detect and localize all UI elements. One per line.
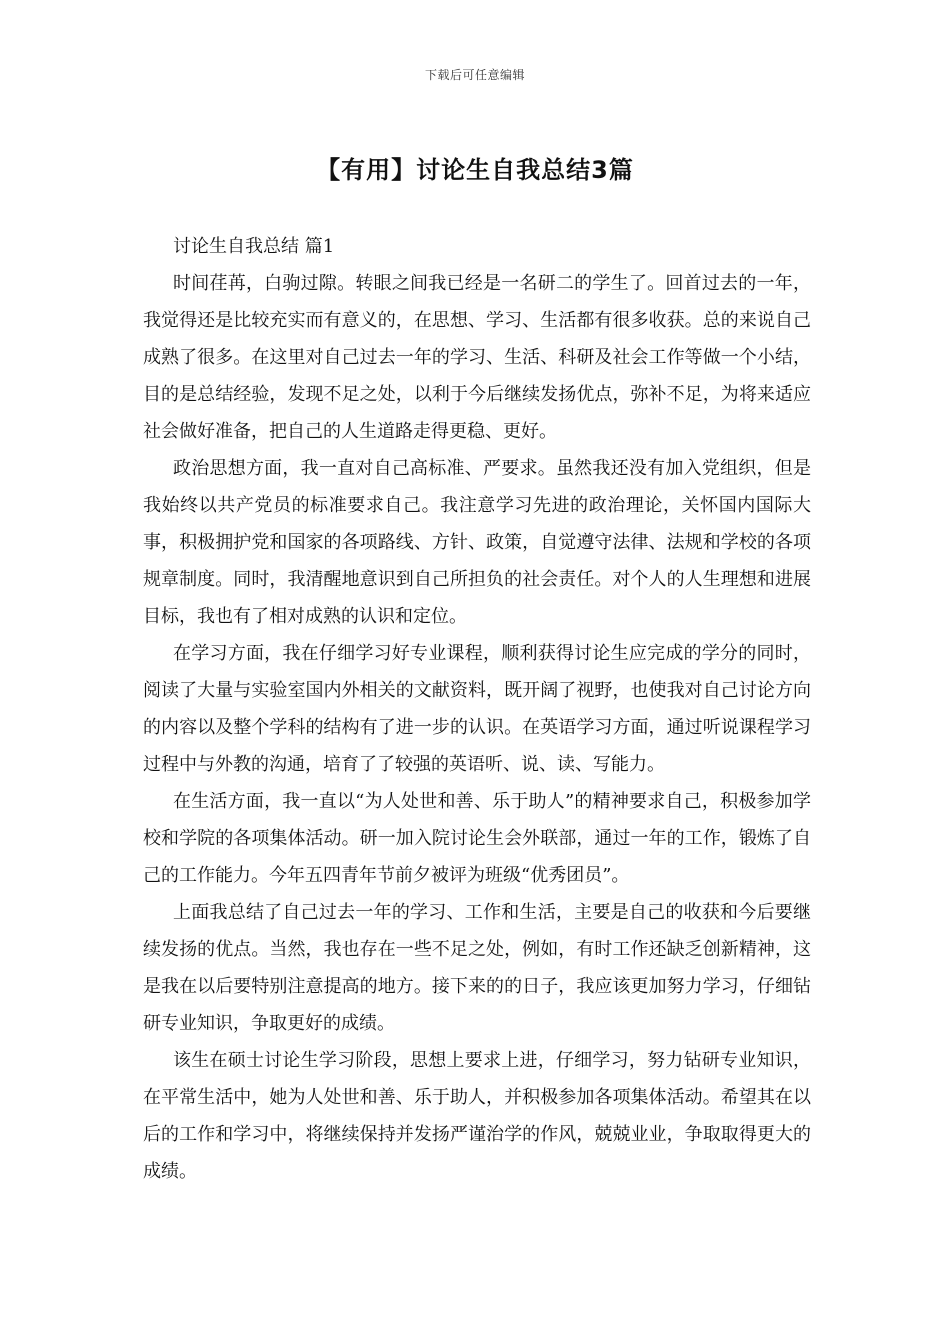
section-heading: 讨论生自我总结 篇1 [173, 236, 335, 257]
page-header-note: 下载后可任意编辑 [424, 68, 525, 82]
paragraph-evaluation: 该生在硕士讨论生学习阶段，思想上要求上进，仔细学习，努力钻研专业知识，在平常生活中，她为人处世和善、乐于助人，并积极参加各项集体活动。希望其在以后的工作和学习中，将继续保持并发扬严谨治学的作风，兢兢业业，争取取得更大的成绩。 [143, 1050, 811, 1182]
document-title: 【有用】讨论生自我总结3篇 [316, 156, 634, 184]
paragraph-intro: 时间荏苒，白驹过隙。转眼之间我已经是一名研二的学生了。回首过去的一年，我觉得还是比较充实而有意义的，在思想、学习、生活都有很多收获。总的来说自己成熟了很多。在这里对自己过去一年的学习、生活、科研及社会工作等做一个小结，目的是总结经验，发现不足之处，以利于今后继续发扬优点，弥补不足，为将来适应社会做好准备，把自己的人生道路走得更稳、更好。 [143, 273, 811, 442]
paragraph-life: 在生活方面，我一直以“为人处世和善、乐于助人”的精神要求自己，积极参加学校和学院的各项集体活动。研一加入院讨论生会外联部，通过一年的工作，锻炼了自己的工作能力。今年五四青年节前夕被评为班级“优秀团员”。 [143, 791, 811, 886]
paragraph-summary: 上面我总结了自己过去一年的学习、工作和生活，主要是自己的收获和今后要继续发扬的优点。当然，我也存在一些不足之处，例如，有时工作还缺乏创新精神，这是我在以后要特别注意提高的地方。接下来的的日子，我应该更加努力学习，仔细钻研专业知识，争取更好的成绩。 [143, 902, 811, 1034]
paragraph-study: 在学习方面，我在仔细学习好专业课程，顺利获得讨论生应完成的学分的同时，阅读了大量与实验室国内外相关的文献资料，既开阔了视野，也使我对自己讨论方向的内容以及整个学科的结构有了进一步的认识。在英语学习方面，通过听说课程学习过程中与外教的沟通，培育了了较强的英语听、说、读、写能力。 [143, 643, 811, 775]
paragraph-political: 政治思想方面，我一直对自己高标准、严要求。虽然我还没有加入党组织，但是我始终以共产党员的标准要求自己。我注意学习先进的政治理论，关怀国内国际大事，积极拥护党和国家的各项路线、方针、政策，自觉遵守法律、法规和学校的各项规章制度。同时，我清醒地意识到自己所担负的社会责任。对个人的人生理想和进展目标，我也有了相对成熟的认识和定位。 [143, 458, 811, 627]
document-body [143, 228, 811, 1190]
